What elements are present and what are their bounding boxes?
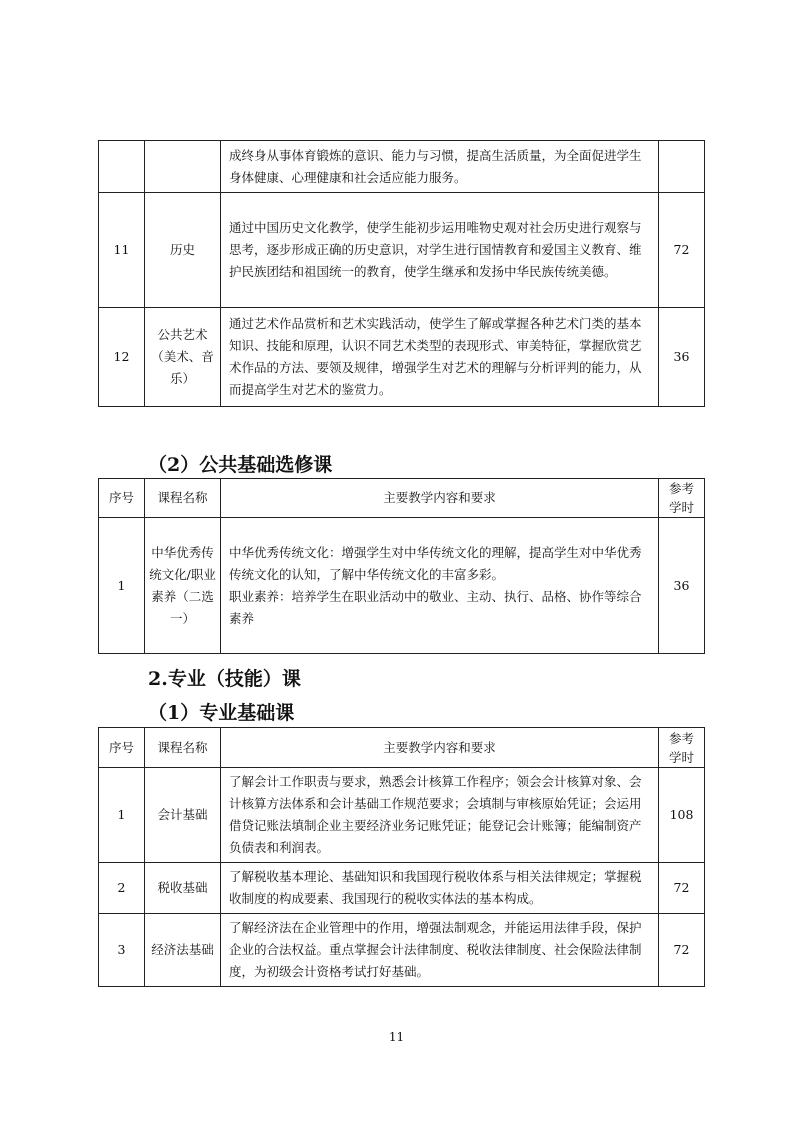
course-name: 公共艺术（美术、音乐） [151, 327, 214, 386]
header-hours-label: 参考学时 [668, 481, 694, 515]
course-hours: 108 [659, 768, 705, 863]
row-number: 12 [99, 308, 145, 407]
table-header-row [99, 728, 705, 768]
course-name: 经济法基础 [151, 942, 214, 957]
section-heading-professional: 2.专业（技能）课 [148, 668, 301, 690]
course-name: 会计基础 [145, 768, 221, 863]
header-number: 序号 [99, 728, 145, 768]
header-course-name: 课程名称 [145, 479, 221, 518]
course-hours: 36 [659, 308, 705, 407]
course-content: 了解税收基本理论、基础知识和我国现行税收体系与相关法律规定；掌握税收制度的构成要素、我国现行的税收实体法的基本构成。 [221, 863, 659, 914]
table-row [99, 193, 705, 308]
content-paragraph: 职业素养：培养学生在职业活动中的敬业、主动、执行、品格、协作等综合素养 [229, 588, 642, 626]
table-header-row [99, 479, 705, 518]
section-heading-public-elective: （2）公共基础选修课 [148, 454, 333, 476]
header-content: 主要教学内容和要求 [221, 479, 659, 518]
course-hours: 36 [659, 518, 705, 654]
table-row [99, 914, 705, 987]
row-number [99, 141, 145, 193]
row-number: 3 [99, 914, 145, 987]
section-heading-professional-basic: （1）专业基础课 [148, 702, 295, 724]
row-number: 1 [99, 518, 145, 654]
course-content: 通过艺术作品赏析和艺术实践活动，使学生了解或掌握各种艺术门类的基本知识、技能和原理，认识不同艺术类型的表现形式、审美特征，掌握欣赏艺术作品的方法、要领及规律，增强学生对艺术的理解与分析评判的能力，从而提高学生对艺术的鉴赏力。 [221, 308, 659, 407]
course-hours: 72 [659, 914, 705, 987]
course-name [145, 141, 221, 193]
course-hours: 72 [659, 193, 705, 308]
course-content: 成终身从事体育锻炼的意识、能力与习惯，提高生活质量，为全面促进学生身体健康、心理健康和社会适应能力服务。 [221, 141, 659, 193]
course-hours: 72 [659, 863, 705, 914]
course-content [221, 518, 659, 654]
course-hours [659, 141, 705, 193]
public-basic-courses-table-continued [98, 140, 705, 407]
page-number: 11 [388, 1030, 405, 1044]
course-content: 通过中国历史文化教学，使学生能初步运用唯物史观对社会历史进行观察与思考，逐步形成正确的历史意识，对学生进行国情教育和爱国主义教育、维护民族团结和祖国统一的教育，使学生继承和发扬中华民族传统美德。 [221, 193, 659, 308]
header-hours [659, 479, 705, 518]
course-name: 税收基础 [145, 863, 221, 914]
row-number: 2 [99, 863, 145, 914]
header-hours [659, 728, 705, 768]
header-course-name: 课程名称 [145, 728, 221, 768]
course-name: 历史 [145, 193, 221, 308]
public-elective-courses-table [98, 478, 705, 654]
row-number: 1 [99, 768, 145, 863]
header-number: 序号 [99, 479, 145, 518]
course-content: 了解会计工作职责与要求，熟悉会计核算工作程序；领会会计核算对象、会计核算方法体系和会计基础工作规范要求；会填制与审核原始凭证；会运用借贷记账法填制企业主要经济业务记账凭证；能登记会计账簿；能编制资产负债表和利润表。 [221, 768, 659, 863]
row-number: 11 [99, 193, 145, 308]
content-paragraph: 中华优秀传统文化：增强学生对中华传统文化的理解，提高学生对中华优秀传统文化的认知，了解中华传统文化的丰富多彩。 [229, 544, 642, 582]
header-hours-label: 参考学时 [668, 730, 694, 765]
table-row [99, 308, 705, 407]
header-content: 主要教学内容和要求 [221, 728, 659, 768]
course-name: 中华优秀传统文化/职业素养（二选一） [149, 544, 216, 626]
course-content: 了解经济法在企业管理中的作用，增强法制观念，并能运用法律手段，保护企业的合法权益。重点掌握会计法律制度、税收法律制度、社会保险法律制度，为初级会计资格考试打好基础。 [221, 914, 659, 987]
table-row [99, 518, 705, 654]
professional-basic-courses-table [98, 727, 705, 987]
table-row [99, 141, 705, 193]
table-row [99, 863, 705, 914]
table-row [99, 768, 705, 863]
